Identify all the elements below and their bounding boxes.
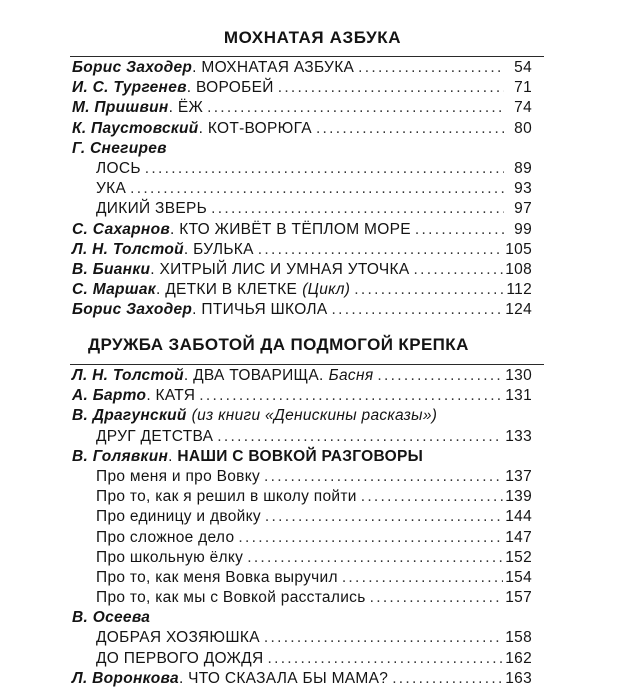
dot-leader [377, 367, 503, 385]
toc-entry [72, 569, 532, 589]
dot-leader [361, 488, 504, 506]
entry-title: ДО ПЕРВОГО ДОЖДЯ [96, 649, 264, 667]
author-separator: . [186, 79, 197, 97]
dot-leader [264, 468, 503, 486]
entry-title: КАТЯ [155, 387, 196, 405]
toc-entry [72, 200, 532, 220]
dot-leader [358, 59, 504, 77]
entry-page-number: 124 [505, 301, 532, 319]
author-separator: . [168, 99, 178, 117]
entry-page-number: 152 [505, 548, 532, 566]
author-separator: . [192, 59, 202, 76]
entry-author: Л. Н. Толстой [72, 367, 184, 384]
dot-leader [316, 120, 504, 138]
toc-entry [72, 261, 532, 281]
entry-page-number: 130 [505, 367, 532, 384]
dot-leader [247, 549, 503, 567]
toc-entry [72, 79, 532, 99]
toc-entry [72, 99, 532, 119]
entry-title: МОХНАТАЯ АЗБУКА [201, 59, 355, 76]
dot-leader [207, 99, 504, 117]
entry-author: Л. Воронкова [72, 669, 179, 687]
toc-list-1 [72, 59, 532, 321]
section-title-2: ДРУЖБА ЗАБОТОЙ ДА ПОДМОГОЙ КРЕПКА [88, 335, 469, 354]
toc-list-2 [72, 367, 532, 690]
entry-page-number: 139 [505, 488, 532, 506]
entry-page-number: 154 [505, 568, 532, 586]
entry-page-number: 144 [505, 508, 532, 526]
dot-leader [130, 180, 504, 198]
entry-page-number: 99 [514, 220, 532, 238]
toc-entry [72, 180, 532, 200]
entry-page-number: 108 [505, 260, 532, 278]
dot-leader [414, 261, 504, 279]
entry-note: (Цикл) [302, 281, 351, 299]
entry-title: Про школьную ёлку [96, 548, 244, 566]
dot-leader [217, 428, 503, 446]
toc-entry [72, 407, 532, 427]
entry-title: Про то, как мы с Вовкой расстались [96, 589, 366, 607]
entry-page-number: 131 [505, 387, 532, 405]
dot-leader [332, 301, 504, 319]
entry-author: Л. Н. Толстой [72, 240, 184, 258]
entry-page-number: 105 [505, 240, 532, 258]
entry-page-number: 147 [505, 528, 532, 546]
toc-entry [72, 59, 532, 79]
toc-entry [72, 508, 532, 528]
toc-entry [72, 301, 532, 321]
entry-author: С. Маршак [72, 281, 156, 299]
toc-entry [72, 650, 532, 670]
entry-title: НАШИ С ВОВКОЙ РАЗГОВОРЫ [177, 447, 424, 465]
entry-page-number: 93 [514, 180, 532, 198]
author-separator: . [192, 301, 202, 319]
entry-page-number: 97 [514, 200, 532, 218]
section-divider-2 [70, 364, 544, 365]
entry-page-number: 162 [505, 649, 532, 667]
toc-entry [72, 529, 532, 549]
toc-entry [72, 221, 532, 241]
entry-page-number: 112 [506, 281, 532, 299]
entry-title: ВОРОБЕЙ [196, 79, 274, 97]
dot-leader [199, 387, 503, 405]
entry-author: И. С. Тургенев [72, 79, 187, 97]
author-separator: . [168, 447, 178, 465]
dot-leader [370, 589, 504, 607]
entry-title: Про меня и про Вовку [96, 467, 261, 485]
toc-entry [72, 549, 532, 569]
entry-title: БУЛЬКА [193, 240, 254, 258]
dot-leader [145, 160, 504, 178]
entry-page-number: 89 [514, 159, 532, 177]
entry-author: Г. Снегирев [72, 139, 167, 157]
entry-title: ЛОСЬ [96, 159, 141, 177]
toc-entry [72, 629, 532, 649]
entry-page-number: 71 [514, 79, 532, 97]
entry-title: ДВА ТОВАРИЩА. [193, 367, 324, 384]
entry-author: В. Осеева [72, 609, 151, 627]
entry-title: ЁЖ [177, 99, 204, 117]
author-separator: . [198, 119, 208, 137]
entry-author: В. Бианки [72, 260, 151, 278]
entry-title: ДЕТКИ В КЛЕТКЕ [165, 281, 298, 299]
toc-entry [72, 160, 532, 180]
toc-entry [72, 488, 532, 508]
dot-leader [392, 670, 503, 688]
entry-page-number: 137 [505, 467, 532, 485]
entry-page-number: 80 [514, 119, 532, 137]
entry-page-number: 158 [505, 629, 532, 647]
entry-title: КТО ЖИВЁТ В ТЁПЛОМ МОРЕ [179, 220, 411, 238]
entry-title: УКА [96, 180, 127, 198]
toc-entry [72, 387, 532, 407]
entry-page-number: 54 [514, 59, 532, 76]
entry-author: А. Барто [72, 387, 147, 405]
toc-entry [72, 609, 532, 629]
entry-title: ДРУГ ДЕТСТВА [96, 427, 214, 445]
entry-title: КОТ-ВОРЮГА [207, 119, 312, 137]
entry-page-number: 163 [505, 669, 532, 687]
dot-leader [211, 200, 504, 218]
entry-title: Про то, как я решил в школу пойти [96, 488, 357, 506]
toc-entry [72, 241, 532, 261]
toc-entry [72, 589, 532, 609]
toc-entry [72, 281, 532, 301]
toc-entry [72, 140, 532, 160]
entry-author: Борис Заходер [72, 301, 193, 319]
dot-leader [278, 79, 504, 97]
entry-title: ЧТО СКАЗАЛА БЫ МАМА? [188, 669, 389, 687]
entry-title: Про единицу и двойку [96, 508, 261, 526]
entry-author: В. Драгунский [72, 407, 187, 425]
dot-leader [258, 241, 503, 259]
entry-author: С. Сахарнов [72, 220, 171, 238]
dot-leader [238, 529, 503, 547]
entry-page-number: 133 [505, 427, 532, 445]
dot-leader [264, 629, 503, 647]
author-separator: . [183, 240, 194, 258]
toc-entry [72, 120, 532, 140]
toc-entry [72, 670, 532, 690]
entry-author: К. Паустовский [72, 119, 199, 137]
entry-title: ХИТРЫЙ ЛИС И УМНАЯ УТОЧКА [159, 260, 410, 278]
entry-author: В. Голявкин [72, 447, 169, 465]
entry-title: ПТИЧЬЯ ШКОЛА [201, 301, 328, 319]
toc-entry [72, 367, 532, 387]
author-separator: . [183, 367, 194, 384]
entry-note: Басня [328, 367, 374, 384]
entry-note: (из книги «Денискины расказы») [191, 407, 438, 425]
entry-title: ДОБРАЯ ХОЗЯЮШКА [96, 629, 260, 647]
entry-author: Борис Заходер [72, 59, 193, 76]
author-separator: . [150, 260, 160, 278]
dot-leader [265, 508, 503, 526]
entry-title: Про сложное дело [96, 528, 235, 546]
toc-entry [72, 428, 532, 448]
section-divider-1 [70, 56, 544, 57]
dot-leader [267, 650, 503, 668]
author-separator: . [146, 387, 156, 405]
author-separator: . [155, 281, 166, 299]
entry-title: ДИКИЙ ЗВЕРЬ [96, 200, 208, 218]
section-title-1: МОХНАТАЯ АЗБУКА [223, 28, 402, 47]
entry-author: М. Пришвин [72, 99, 169, 117]
toc-entry [72, 468, 532, 488]
author-separator: . [178, 669, 189, 687]
dot-leader [342, 569, 503, 587]
toc-entry [72, 448, 532, 468]
entry-title: Про то, как меня Вовка выручил [96, 568, 338, 586]
dot-leader [354, 281, 504, 299]
dot-leader [415, 221, 504, 239]
author-separator: . [170, 220, 180, 238]
entry-page-number: 157 [505, 589, 532, 607]
entry-page-number: 74 [514, 99, 532, 117]
